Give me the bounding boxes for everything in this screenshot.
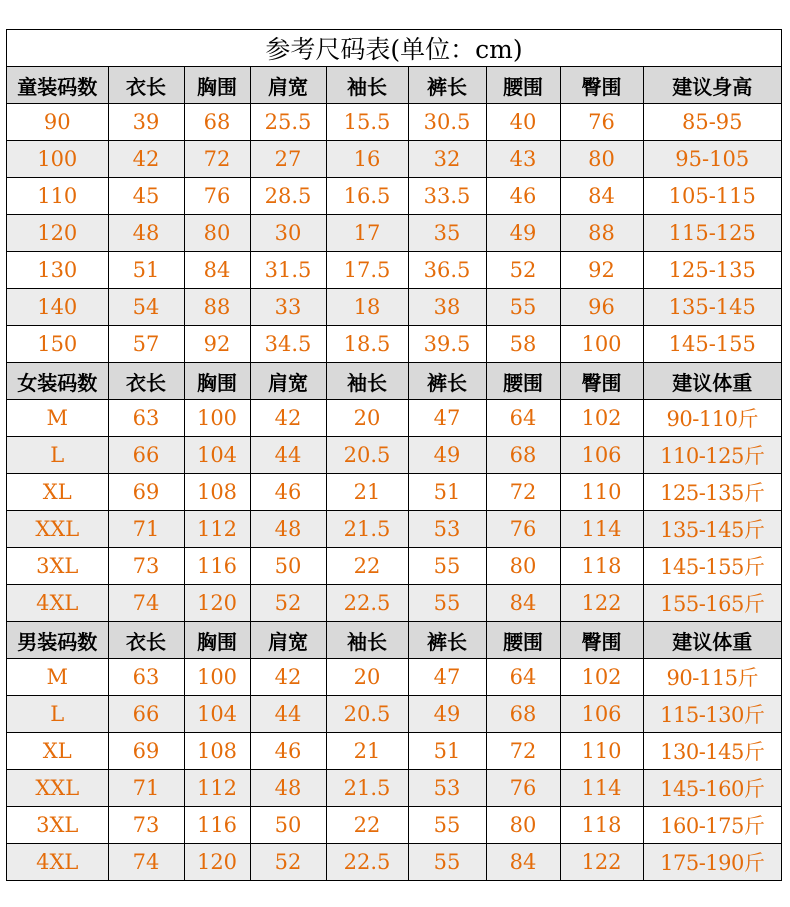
column-header: 腰围 — [486, 67, 560, 104]
size-label: 140 — [7, 289, 108, 326]
measurement-cell: 64 — [486, 659, 560, 696]
measurement-cell: 108 — [184, 474, 250, 511]
measurement-cell: 38 — [408, 289, 486, 326]
measurement-cell: 116 — [184, 807, 250, 844]
column-header: 建议体重 — [643, 622, 781, 659]
measurement-cell: 20.5 — [326, 437, 408, 474]
women-size-row — [7, 474, 781, 511]
measurement-cell: 46 — [486, 178, 560, 215]
column-header: 腰围 — [486, 622, 560, 659]
measurement-cell: 21.5 — [326, 511, 408, 548]
measurement-cell: 66 — [108, 437, 184, 474]
measurement-cell: 20.5 — [326, 696, 408, 733]
measurement-cell: 80 — [486, 548, 560, 585]
measurement-cell: 112 — [184, 770, 250, 807]
measurement-cell: 84 — [486, 585, 560, 622]
men-size-row — [7, 733, 781, 770]
size-label: 130 — [7, 252, 108, 289]
column-header: 建议体重 — [643, 363, 781, 400]
size-label: 120 — [7, 215, 108, 252]
size-label: M — [7, 400, 108, 437]
measurement-cell: 63 — [108, 400, 184, 437]
size-label: L — [7, 437, 108, 474]
men-size-row — [7, 807, 781, 844]
measurement-cell: 49 — [408, 437, 486, 474]
kids-size-row — [7, 141, 781, 178]
kids-size-row — [7, 289, 781, 326]
women-header-row — [7, 363, 781, 400]
size-chart — [6, 29, 782, 881]
measurement-cell: 100 — [560, 326, 643, 363]
measurement-cell: 33.5 — [408, 178, 486, 215]
measurement-cell: 25.5 — [250, 104, 326, 141]
measurement-cell: 88 — [184, 289, 250, 326]
recommendation-cell: 85-95 — [643, 104, 781, 141]
measurement-cell: 55 — [408, 548, 486, 585]
measurement-cell: 96 — [560, 289, 643, 326]
measurement-cell: 72 — [486, 733, 560, 770]
column-header: 衣长 — [108, 363, 184, 400]
column-header: 童装码数 — [7, 67, 108, 104]
measurement-cell: 108 — [184, 733, 250, 770]
measurement-cell: 80 — [486, 807, 560, 844]
measurement-cell: 73 — [108, 807, 184, 844]
column-header: 袖长 — [326, 363, 408, 400]
measurement-cell: 16.5 — [326, 178, 408, 215]
recommendation-cell: 95-105 — [643, 141, 781, 178]
measurement-cell: 80 — [560, 141, 643, 178]
recommendation-cell: 115-125 — [643, 215, 781, 252]
measurement-cell: 76 — [486, 770, 560, 807]
size-label: L — [7, 696, 108, 733]
measurement-cell: 55 — [408, 585, 486, 622]
measurement-cell: 106 — [560, 437, 643, 474]
kids-size-row — [7, 215, 781, 252]
measurement-cell: 88 — [560, 215, 643, 252]
column-header: 衣长 — [108, 67, 184, 104]
recommendation-cell: 125-135 — [643, 252, 781, 289]
measurement-cell: 68 — [486, 437, 560, 474]
size-label: 3XL — [7, 548, 108, 585]
measurement-cell: 71 — [108, 511, 184, 548]
kids-size-row — [7, 104, 781, 141]
measurement-cell: 84 — [560, 178, 643, 215]
measurement-cell: 55 — [408, 844, 486, 881]
measurement-cell: 53 — [408, 770, 486, 807]
size-label: 4XL — [7, 844, 108, 881]
column-header: 女装码数 — [7, 363, 108, 400]
measurement-cell: 69 — [108, 733, 184, 770]
women-size-row — [7, 400, 781, 437]
measurement-cell: 53 — [408, 511, 486, 548]
kids-size-row — [7, 252, 781, 289]
measurement-cell: 114 — [560, 511, 643, 548]
recommendation-cell: 135-145斤 — [643, 511, 781, 548]
measurement-cell: 32 — [408, 141, 486, 178]
men-size-row — [7, 696, 781, 733]
column-header: 胸围 — [184, 363, 250, 400]
column-header: 肩宽 — [250, 622, 326, 659]
measurement-cell: 42 — [108, 141, 184, 178]
kids-size-row — [7, 178, 781, 215]
measurement-cell: 45 — [108, 178, 184, 215]
measurement-cell: 80 — [184, 215, 250, 252]
women-size-row — [7, 548, 781, 585]
recommendation-cell: 130-145斤 — [643, 733, 781, 770]
size-label: 90 — [7, 104, 108, 141]
measurement-cell: 55 — [408, 807, 486, 844]
size-label: XXL — [7, 770, 108, 807]
size-label: XL — [7, 474, 108, 511]
measurement-cell: 22.5 — [326, 585, 408, 622]
measurement-cell: 18 — [326, 289, 408, 326]
size-label: XXL — [7, 511, 108, 548]
measurement-cell: 17 — [326, 215, 408, 252]
measurement-cell: 48 — [250, 770, 326, 807]
measurement-cell: 57 — [108, 326, 184, 363]
measurement-cell: 47 — [408, 659, 486, 696]
measurement-cell: 68 — [486, 696, 560, 733]
measurement-cell: 122 — [560, 844, 643, 881]
measurement-cell: 72 — [184, 141, 250, 178]
measurement-cell: 116 — [184, 548, 250, 585]
measurement-cell: 17.5 — [326, 252, 408, 289]
measurement-cell: 104 — [184, 437, 250, 474]
measurement-cell: 15.5 — [326, 104, 408, 141]
recommendation-cell: 110-125斤 — [643, 437, 781, 474]
measurement-cell: 21 — [326, 474, 408, 511]
measurement-cell: 22 — [326, 548, 408, 585]
measurement-cell: 106 — [560, 696, 643, 733]
measurement-cell: 20 — [326, 400, 408, 437]
measurement-cell: 58 — [486, 326, 560, 363]
measurement-cell: 114 — [560, 770, 643, 807]
column-header: 臀围 — [560, 67, 643, 104]
measurement-cell: 100 — [184, 400, 250, 437]
measurement-cell: 66 — [108, 696, 184, 733]
measurement-cell: 46 — [250, 474, 326, 511]
size-label: M — [7, 659, 108, 696]
column-header: 胸围 — [184, 622, 250, 659]
measurement-cell: 76 — [184, 178, 250, 215]
recommendation-cell: 145-155 — [643, 326, 781, 363]
measurement-cell: 51 — [408, 474, 486, 511]
measurement-cell: 31.5 — [250, 252, 326, 289]
measurement-cell: 69 — [108, 474, 184, 511]
column-header: 裤长 — [408, 67, 486, 104]
measurement-cell: 49 — [408, 696, 486, 733]
measurement-cell: 39 — [108, 104, 184, 141]
recommendation-cell: 155-165斤 — [643, 585, 781, 622]
recommendation-cell: 175-190斤 — [643, 844, 781, 881]
size-label: 100 — [7, 141, 108, 178]
measurement-cell: 54 — [108, 289, 184, 326]
kids-header-row — [7, 67, 781, 104]
size-label: XL — [7, 733, 108, 770]
measurement-cell: 73 — [108, 548, 184, 585]
measurement-cell: 18.5 — [326, 326, 408, 363]
measurement-cell: 92 — [560, 252, 643, 289]
kids-size-row — [7, 326, 781, 363]
recommendation-cell: 125-135斤 — [643, 474, 781, 511]
size-label: 150 — [7, 326, 108, 363]
measurement-cell: 43 — [486, 141, 560, 178]
measurement-cell: 64 — [486, 400, 560, 437]
measurement-cell: 84 — [184, 252, 250, 289]
measurement-cell: 104 — [184, 696, 250, 733]
recommendation-cell: 90-115斤 — [643, 659, 781, 696]
measurement-cell: 55 — [486, 289, 560, 326]
women-size-row — [7, 511, 781, 548]
measurement-cell: 35 — [408, 215, 486, 252]
measurement-cell: 118 — [560, 807, 643, 844]
measurement-cell: 102 — [560, 400, 643, 437]
column-header: 裤长 — [408, 363, 486, 400]
measurement-cell: 28.5 — [250, 178, 326, 215]
measurement-cell: 39.5 — [408, 326, 486, 363]
measurement-cell: 27 — [250, 141, 326, 178]
measurement-cell: 51 — [108, 252, 184, 289]
column-header: 胸围 — [184, 67, 250, 104]
measurement-cell: 110 — [560, 733, 643, 770]
measurement-cell: 74 — [108, 844, 184, 881]
measurement-cell: 42 — [250, 400, 326, 437]
measurement-cell: 76 — [486, 511, 560, 548]
measurement-cell: 100 — [184, 659, 250, 696]
measurement-cell: 68 — [184, 104, 250, 141]
measurement-cell: 20 — [326, 659, 408, 696]
measurement-cell: 50 — [250, 807, 326, 844]
recommendation-cell: 145-160斤 — [643, 770, 781, 807]
measurement-cell: 52 — [250, 585, 326, 622]
measurement-cell: 84 — [486, 844, 560, 881]
measurement-cell: 30 — [250, 215, 326, 252]
measurement-cell: 44 — [250, 437, 326, 474]
measurement-cell: 47 — [408, 400, 486, 437]
measurement-cell: 44 — [250, 696, 326, 733]
measurement-cell: 52 — [486, 252, 560, 289]
measurement-cell: 120 — [184, 844, 250, 881]
size-chart-body — [7, 30, 781, 880]
measurement-cell: 36.5 — [408, 252, 486, 289]
measurement-cell: 63 — [108, 659, 184, 696]
measurement-cell: 33 — [250, 289, 326, 326]
measurement-cell: 48 — [108, 215, 184, 252]
women-size-row — [7, 437, 781, 474]
column-header: 肩宽 — [250, 363, 326, 400]
measurement-cell: 42 — [250, 659, 326, 696]
recommendation-cell: 105-115 — [643, 178, 781, 215]
men-header-row — [7, 622, 781, 659]
measurement-cell: 52 — [250, 844, 326, 881]
size-label: 4XL — [7, 585, 108, 622]
measurement-cell: 120 — [184, 585, 250, 622]
size-label: 3XL — [7, 807, 108, 844]
measurement-cell: 48 — [250, 511, 326, 548]
measurement-cell: 122 — [560, 585, 643, 622]
measurement-cell: 110 — [560, 474, 643, 511]
men-size-row — [7, 844, 781, 881]
recommendation-cell: 115-130斤 — [643, 696, 781, 733]
measurement-cell: 22.5 — [326, 844, 408, 881]
column-header: 袖长 — [326, 622, 408, 659]
column-header: 裤长 — [408, 622, 486, 659]
size-label: 110 — [7, 178, 108, 215]
recommendation-cell: 145-155斤 — [643, 548, 781, 585]
column-header: 腰围 — [486, 363, 560, 400]
column-header: 衣长 — [108, 622, 184, 659]
measurement-cell: 112 — [184, 511, 250, 548]
measurement-cell: 46 — [250, 733, 326, 770]
measurement-cell: 30.5 — [408, 104, 486, 141]
column-header: 男装码数 — [7, 622, 108, 659]
measurement-cell: 21 — [326, 733, 408, 770]
measurement-cell: 21.5 — [326, 770, 408, 807]
recommendation-cell: 90-110斤 — [643, 400, 781, 437]
measurement-cell: 92 — [184, 326, 250, 363]
measurement-cell: 34.5 — [250, 326, 326, 363]
measurement-cell: 50 — [250, 548, 326, 585]
column-header: 臀围 — [560, 622, 643, 659]
size-chart-table — [7, 30, 781, 880]
measurement-cell: 16 — [326, 141, 408, 178]
measurement-cell: 76 — [560, 104, 643, 141]
men-size-row — [7, 770, 781, 807]
column-header: 肩宽 — [250, 67, 326, 104]
measurement-cell: 49 — [486, 215, 560, 252]
measurement-cell: 72 — [486, 474, 560, 511]
column-header: 建议身高 — [643, 67, 781, 104]
measurement-cell: 74 — [108, 585, 184, 622]
page-title: 参考尺码表(单位：cm) — [7, 30, 781, 67]
column-header: 袖长 — [326, 67, 408, 104]
women-size-row — [7, 585, 781, 622]
recommendation-cell: 160-175斤 — [643, 807, 781, 844]
measurement-cell: 102 — [560, 659, 643, 696]
recommendation-cell: 135-145 — [643, 289, 781, 326]
measurement-cell: 22 — [326, 807, 408, 844]
measurement-cell: 71 — [108, 770, 184, 807]
column-header: 臀围 — [560, 363, 643, 400]
title-row — [7, 30, 781, 67]
measurement-cell: 118 — [560, 548, 643, 585]
men-size-row — [7, 659, 781, 696]
measurement-cell: 40 — [486, 104, 560, 141]
measurement-cell: 51 — [408, 733, 486, 770]
